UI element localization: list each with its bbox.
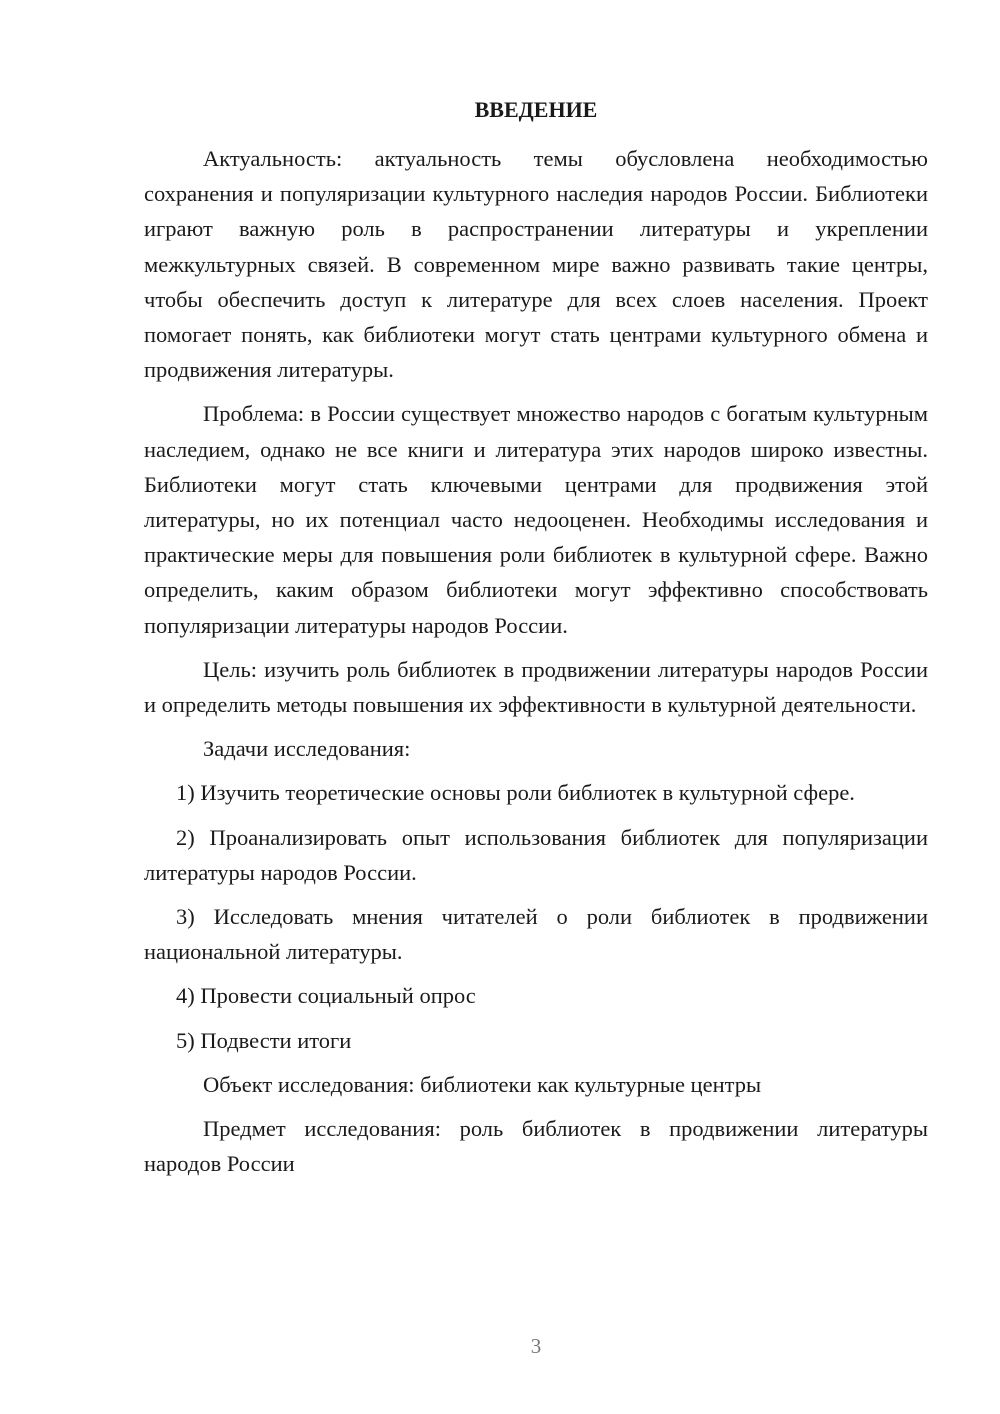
page-number: 3 [530, 1334, 542, 1358]
paragraph-subject: Предмет исследования: роль библиотек в продвижении литературы народов России [144, 1116, 928, 1177]
paragraph-problem: Проблема: в России существует множество народов с богатым культурным наследием, однако не все книги и литература этих народов широко известны. Библиотеки могут стать ключевыми центрами для продвижения этой литературы, но их потенциал часто недооценен. Необходимы исследования и практические меры для повышения роли библиотек в культурной сфере. Важно определить, каким образом библиотеки могут эффективно способствовать популяризации литературы народов России. [144, 401, 928, 638]
page-body [144, 92, 928, 1190]
task-item-3: 3) Исследовать мнения читателей о роли библиотек в продвижении национальной литературы. [144, 904, 928, 965]
paragraph-relevance: Актуальность: актуальность темы обусловлена необходимостью сохранения и популяризации культурного наследия народов России. Библиотеки играют важную роль в распространении литературы и укреплении межкультурных связей. В современном мире важно развивать такие центры, чтобы обеспечить доступ к литературе для всех слоев населения. Проект помогает понять, как библиотеки могут стать центрами культурного обмена и продвижения литературы. [144, 146, 928, 383]
tasks-heading: Задачи исследования: [203, 736, 411, 762]
task-item-2: 2) Проанализировать опыт использования библиотек для популяризации литературы народов России. [144, 824, 928, 885]
task-item-4: 4) Провести социальный опрос [176, 983, 476, 1009]
task-item-1: 1) Изучить теоретические основы роли библиотек в культурной сфере. [176, 780, 855, 806]
paragraph-goal: Цель: изучить роль библиотек в продвижении литературы народов России и определить методы повышения их эффективности в культурной деятельности. [144, 656, 928, 718]
task-item-5: 5) Подвести итоги [176, 1027, 352, 1053]
paragraph-object: Объект исследования: библиотеки как культурные центры [203, 1071, 762, 1097]
page-title: ВВЕДЕНИЕ [474, 97, 598, 122]
